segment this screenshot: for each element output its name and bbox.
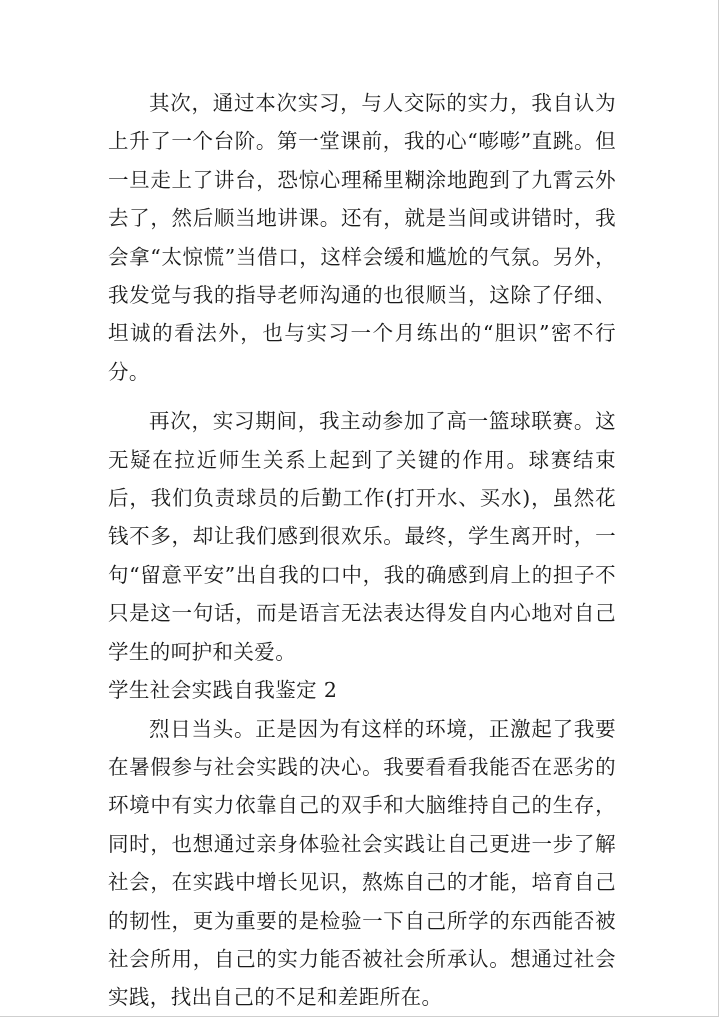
paragraph-interpersonal: 其次，通过本次实习，与人交际的实力，我自认为上升了一个台阶。第一堂课前，我的心“嘭嘭”直跳。但一旦走上了讲台，恐惊心理稀里糊涂地跑到了九霄云外去了，然后顺当地讲课。还有，就是当间或讲错时，我会拿“太惊慌”当借口，这样会缓和尴尬的气氛。另外，我发觉与我的指导老师沟通的也很顺当，这除了仔细、坦诚的看法外，也与实习一个月练出的“胆识”密不行分。 xyxy=(108,91,616,384)
document-body xyxy=(108,84,616,1017)
paragraph-gap xyxy=(108,391,616,402)
paragraph-basketball: 再次，实习期间，我主动参加了高一篮球联赛。这无疑在拉近师生关系上起到了关键的作用。球赛结束后，我们负责球员的后勤工作(打开水、买水)，虽然花钱不多，却让我们感到很欢乐。最终，学生离开时，一句“留意平安”出自我的口中，我的确感到肩上的担子不只是这一句话，而是语言无法表达得发自内心地对自己学生的呵护和关爱。 xyxy=(108,409,616,664)
paragraph-social-practice: 烈日当头。正是因为有这样的环境，正激起了我要在暑假参与社会实践的决心。我要看看我能否在恶劣的环境中有实力依靠自己的双手和大脑维持自己的生存，同时，也想通过亲身体验社会实践让自己更进一步了解社会，在实践中增长见识，熬炼自己的才能，培育自己的韧性，更为重要的是检验一下自己所学的东西能否被社会所用，自己的实力能否被社会所承认。想通过社会实践，找出自己的不足和差距所在。 xyxy=(108,716,616,1010)
section-heading: 学生社会实践自我鉴定 2 xyxy=(108,678,338,703)
